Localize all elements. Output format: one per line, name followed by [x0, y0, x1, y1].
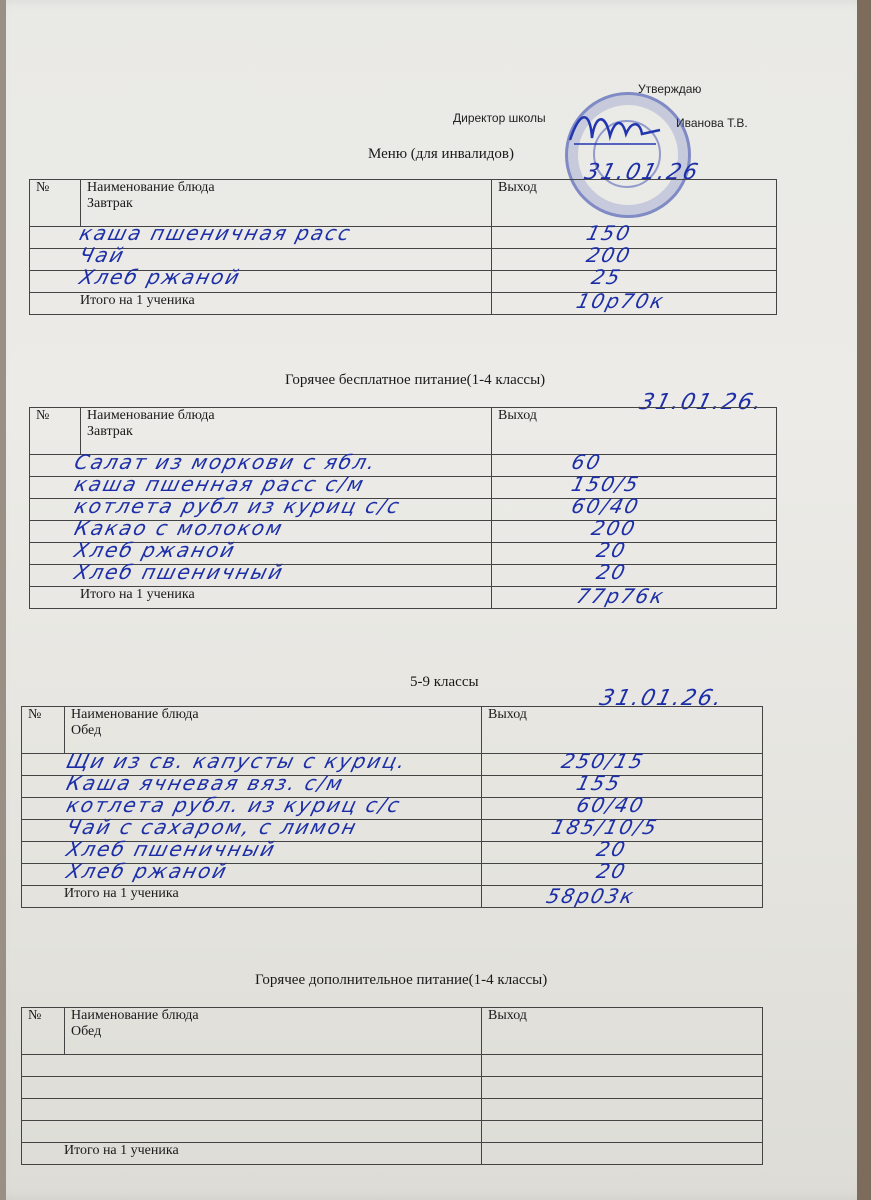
- dish-name: котлета рубл из куриц с/с: [72, 494, 404, 518]
- section-date: 31.01.26: [581, 160, 703, 185]
- dish-yield: 155: [574, 771, 625, 795]
- total-label: Итого на 1 ученика: [22, 1143, 482, 1165]
- total-label: Итого на 1 ученика: [22, 886, 482, 908]
- menu-table: [29, 179, 777, 315]
- col-num-header: №: [30, 408, 81, 455]
- col-num-header: №: [22, 707, 65, 754]
- dish-yield: 250/15: [559, 749, 648, 773]
- section-title: 5-9 классы: [410, 674, 479, 690]
- dish-yield: 60: [569, 450, 605, 474]
- col-num-header: №: [22, 1008, 65, 1055]
- dish-name: Хлеб пшеничный: [72, 560, 287, 584]
- dish-name: Хлеб ржаной: [72, 538, 239, 562]
- dish-yield: 20: [594, 837, 630, 861]
- total-value: 58р03к: [544, 884, 638, 908]
- dish-name: Хлеб пшеничный: [64, 837, 279, 861]
- total-row: [30, 293, 777, 315]
- total-row: [22, 886, 763, 908]
- total-row: [22, 1143, 763, 1165]
- section-title: Горячее бесплатное питание(1-4 классы): [285, 372, 546, 388]
- dish-yield: 185/10/5: [549, 815, 661, 839]
- dish-yield: 60/40: [569, 494, 643, 518]
- dish-yield: 60/40: [574, 793, 648, 817]
- menu-table: [21, 1007, 763, 1165]
- col-dish-header: Наименование блюда Обед: [65, 707, 482, 754]
- approve-label: Утверждаю: [638, 82, 702, 96]
- dish-yield: 25: [589, 265, 625, 289]
- background-edge: [857, 0, 871, 1200]
- col-yield-header: Выход: [492, 180, 777, 227]
- col-yield-header: Выход: [492, 408, 777, 455]
- dish-yield: 20: [594, 538, 630, 562]
- dish-name: Щи из св. капусты с куриц.: [64, 749, 410, 773]
- director-name: Иванова Т.В.: [676, 116, 748, 130]
- dish-yield: 200: [589, 516, 640, 540]
- table-row: [30, 227, 777, 249]
- director-label: Директор школы: [453, 111, 546, 125]
- total-label: Итого на 1 ученика: [30, 587, 492, 609]
- total-label: Итого на 1 ученика: [30, 293, 492, 315]
- section-date: 31.01.26.: [596, 686, 727, 711]
- dish-yield: 150: [584, 221, 635, 245]
- dish-name: котлета рубл. из куриц с/с: [64, 793, 404, 817]
- section-title: Меню (для инвалидов): [368, 146, 514, 162]
- col-dish-header: Наименование блюда Завтрак: [81, 408, 492, 455]
- total-value: 77р76к: [574, 584, 668, 608]
- total-value: 10р70к: [574, 289, 668, 313]
- menu-table: [29, 407, 777, 609]
- dish-name: Чай с сахаром, с лимон: [64, 815, 361, 839]
- dish-yield: 150/5: [569, 472, 643, 496]
- total-value: [482, 1143, 763, 1165]
- dish-name: каша пшеничная расс: [77, 221, 355, 245]
- table-row: [22, 1077, 763, 1099]
- menu-table: [21, 706, 763, 908]
- col-dish-header: Наименование блюда Завтрак: [81, 180, 492, 227]
- section-date: 31.01.26.: [636, 390, 767, 415]
- total-row: [30, 587, 777, 609]
- dish-name: Какао с молоком: [72, 516, 287, 540]
- col-dish-header: Наименование блюда Обед: [65, 1008, 482, 1055]
- dish-name: каша пшенная расс с/м: [72, 472, 368, 496]
- col-yield-header: Выход: [482, 707, 763, 754]
- director-signature: [560, 100, 670, 160]
- dish-yield: 20: [594, 560, 630, 584]
- table-row: [22, 1055, 763, 1077]
- dish-yield: 20: [594, 859, 630, 883]
- dish-name: Хлеб ржаной: [77, 265, 244, 289]
- dish-name: Салат из моркови с ябл.: [72, 450, 380, 474]
- table-row: [22, 1099, 763, 1121]
- table-row: [22, 1121, 763, 1143]
- dish-name: Каша ячневая вяз. с/м: [64, 771, 348, 795]
- section-title: Горячее дополнительное питание(1-4 классы): [255, 972, 548, 988]
- table-row: [22, 864, 763, 886]
- dish-name: Хлеб ржаной: [64, 859, 231, 883]
- col-num-header: №: [30, 180, 81, 227]
- dish-name: Чай: [77, 243, 128, 267]
- dish-yield: 200: [584, 243, 635, 267]
- col-yield-header: Выход: [482, 1008, 763, 1055]
